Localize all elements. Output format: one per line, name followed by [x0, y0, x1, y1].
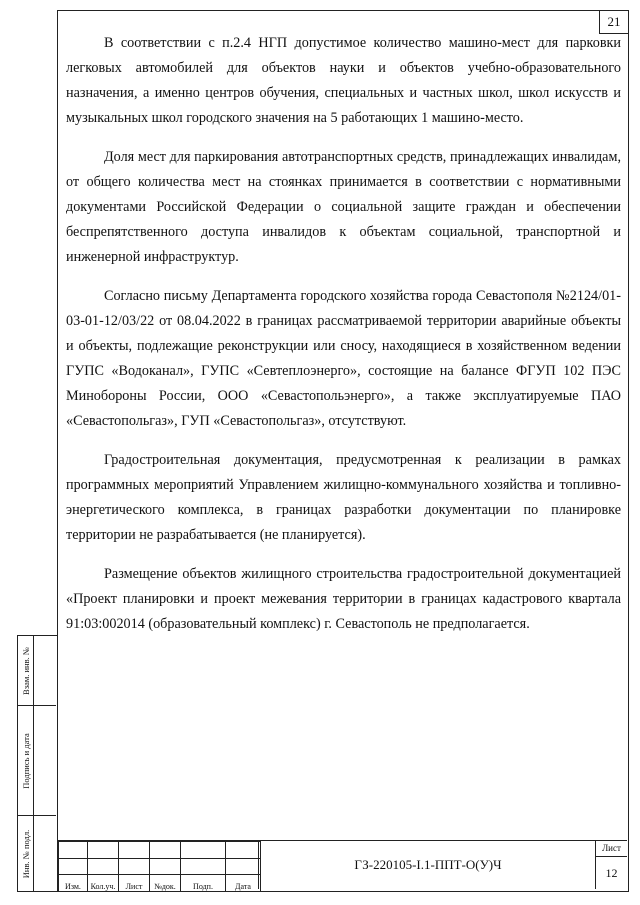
stamp-col-podp: Подп.	[181, 875, 226, 892]
side-strip	[17, 635, 57, 892]
title-block	[58, 840, 627, 891]
sheet-label: Лист	[596, 841, 627, 857]
stamp-col-koluch: Кол.уч.	[88, 875, 119, 892]
stamp-col-data: Дата	[226, 875, 261, 892]
side-label-inv: Инв. № подл.	[20, 829, 31, 878]
sheet-box	[595, 841, 627, 889]
stamp-table	[58, 841, 261, 892]
sheet-number: 12	[605, 866, 618, 880]
paragraph-housing: Размещение объектов жилищного строительства градостроительной документацией «Проект планировки и проект межевания территории в границах кадастрового квартала 91:03:002014 (образовательный комплекс) г. Севастополь не предполагается.	[66, 566, 621, 632]
stamp-col-list: Лист	[119, 875, 150, 892]
side-cell-vzam	[18, 636, 56, 706]
document-code: ГЗ-220105-I.1-ППТ-О(У)Ч	[258, 841, 597, 889]
paragraph-disabled-parking: Доля мест для паркирования автотранспортных средств, принадлежащих инвалидам, от общего количества мест на стоянках принимается в соответствии с нормативными документами Российской Федерации о социальной защите граждан и обеспечении беспрепятственного доступа инвалидов к объектам социальной, транспортной и инженерной инфраструктур.	[66, 149, 621, 265]
stamp-col-izm: Изм.	[59, 875, 88, 892]
paragraph-urban-documentation: Градостроительная документация, предусмотренная к реализации в рамках программных мероприятий Управлением жилищно-коммунального хозяйства и топливно-энергетического комплекса, в границах разработки документации по планировке территории не разрабатывается (не планируется).	[66, 452, 621, 543]
paragraph-department-letter: Согласно письму Департамента городского хозяйства города Севастополя №2124/01-03-01-12/03/22 от 08.04.2022 в границах рассматриваемой территории аварийные объекты и объекты, подлежащие реконструкции или сносу, находящиеся в хозяйственном ведении ГУПС «Водоканал», ГУПС «Севтеплоэнерго», состоящие на балансе ФГУП 102 ПЭС Минобороны России, ООО «Севастопольэнерго», а также эксплуатируемые ПАО «Севастопольгаз», ГУП «Севастопольгаз», отсутствуют.	[66, 288, 621, 429]
side-cell-inv	[18, 816, 56, 891]
stamp-col-ndok: №док.	[150, 875, 181, 892]
side-label-podpis: Подпись и дата	[20, 732, 31, 789]
page-frame	[57, 10, 629, 892]
side-cell-podpis	[18, 706, 56, 816]
page-corner-number: 21	[599, 10, 629, 34]
document-body	[66, 31, 621, 651]
side-label-vzam: Взам. инв. №	[20, 646, 31, 695]
paragraph-parking: В соответствии с п.2.4 НГП допустимое количество машино-мест для парковки легковых автомобилей для объектов науки и объектов учебно-образовательного назначения, а именно центров обучения, специальных и частных школ, школ искусств и музыкальных школ городского значения на 5 работающих 1 машино-место.	[66, 35, 621, 126]
